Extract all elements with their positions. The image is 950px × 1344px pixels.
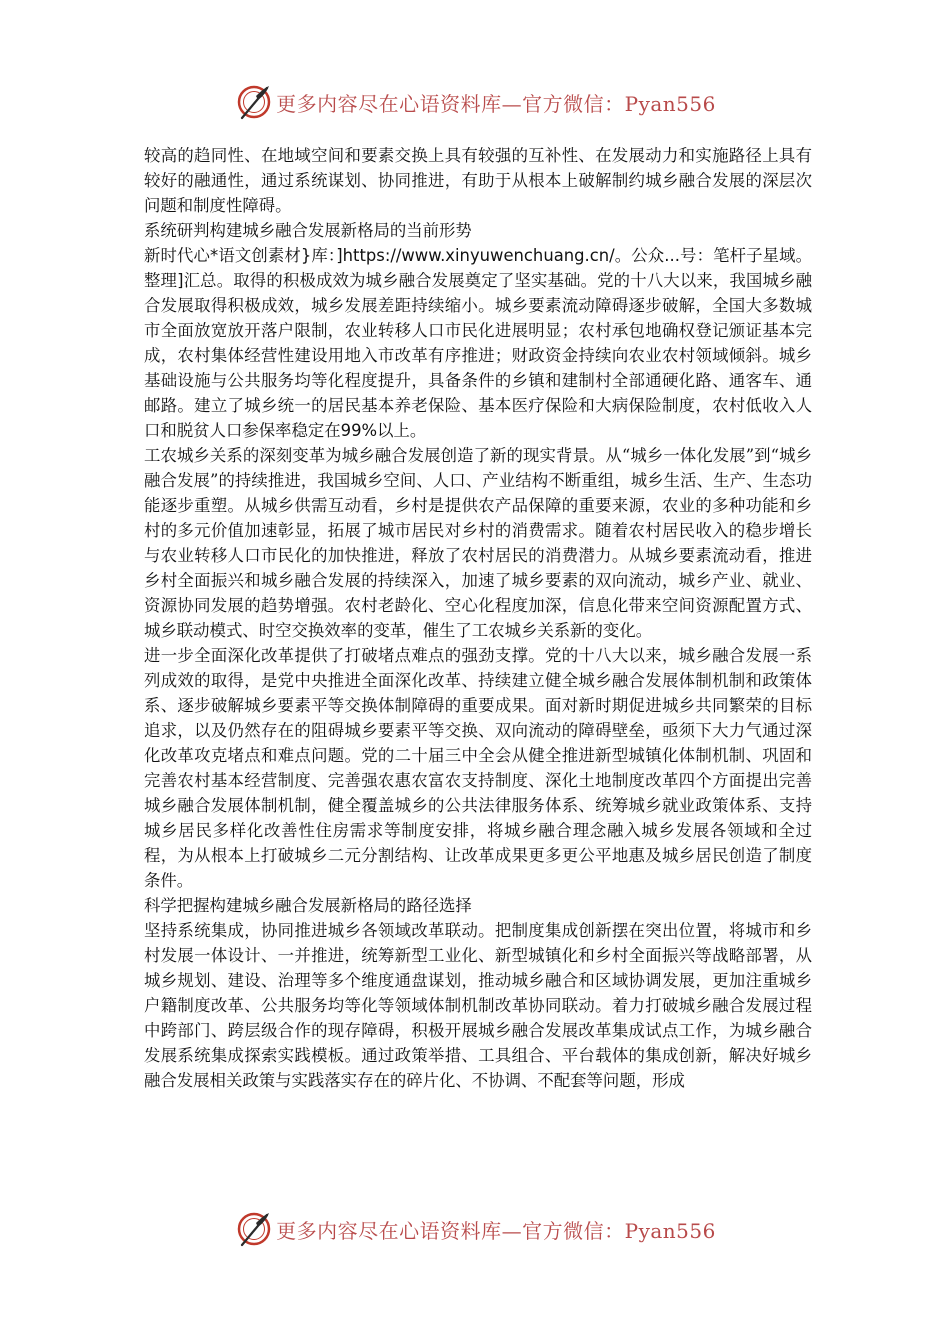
paragraph-3: 工农城乡关系的深刻变革为城乡融合发展创造了新的现实背景。从“城乡一体化发展”到“城乡融合发展”的持续推进，我国城乡空间、人口、产业结构不断重组，城乡生活、生产、生态功能逐步重塑。从城乡供需互动看，乡村是提供农产品保障的重要来源，农业的多种功能和乡村的多元价值加速彰显，拓展了城市居民对乡村的消费需求。随着农村居民收入的稳步增长与农业转移人口市民化的加快推进，释放了农村居民的消费潜力。从城乡要素流动看，推进乡村全面振兴和城乡融合发展的持续深入，加速了城乡要素的双向流动，城乡产业、就业、资源协同发展的趋势增强。农村老龄化、空心化程度加深，信息化带来空间资源配置方式、城乡联动模式、时空交换效率的变革，催生了工农城乡关系新的变化。: [144, 446, 812, 640]
header-watermark-banner: [0, 80, 950, 124]
document-body: [144, 143, 812, 1093]
section-heading-path-selection: 科学把握构建城乡融合发展新格局的路径选择: [144, 896, 472, 915]
banner-text: 更多内容尽在心语资料库—官方微信：Pyan556: [276, 1218, 716, 1243]
paragraph-2: 新时代心*语文创素材}库：]https://www.xinyuwenchuang.cn/。公众...号：笔杆子星域。整理]汇总。取得的积极成效为城乡融合发展奠定了坚实基础。党的十八大以来，我国城乡融合发展取得积极成效，城乡发展差距持续缩小。城乡要素流动障碍逐步破解，全国大多数城市全面放宽放开落户限制，农业转移人口市民化进展明显；农村承包地确权登记颁证基本完成，农村集体经营性建设用地入市改革有序推进；财政资金持续向农业农村领域倾斜。城乡基础设施与公共服务均等化程度提升，具备条件的乡镇和建制村全部通硬化路、通客车、通邮路。建立了城乡统一的居民基本养老保险、基本医疗保险和大病保险制度，农村低收入人口和脱贫人口参保率稳定在99%以上。: [144, 246, 812, 440]
section-heading-current-situation: 系统研判构建城乡融合发展新格局的当前形势: [144, 221, 472, 240]
banner-text: 更多内容尽在心语资料库—官方微信：Pyan556: [276, 91, 716, 116]
paragraph-1: 较高的趋同性、在地域空间和要素交换上具有较强的互补性、在发展动力和实施路径上具有较好的融通性，通过系统谋划、协同推进，有助于从根本上破解制约城乡融合发展的深层次问题和制度性障碍。: [144, 146, 812, 215]
quill-seal-logo-icon: [234, 1209, 274, 1249]
footer-watermark-banner: [0, 1207, 950, 1251]
paragraph-5: 坚持系统集成，协同推进城乡各领域改革联动。把制度集成创新摆在突出位置，将城市和乡村发展一体设计、一并推进，统筹新型工业化、新型城镇化和乡村全面振兴等战略部署，从城乡规划、建设、治理等多个维度通盘谋划，推动城乡融合和区域协调发展，更加注重城乡户籍制度改革、公共服务均等化等领域体制机制改革协同联动。着力打破城乡融合发展过程中跨部门、跨层级合作的现存障碍，积极开展城乡融合发展改革集成试点工作，为城乡融合发展系统集成探索实践模板。通过政策举措、工具组合、平台载体的集成创新，解决好城乡融合发展相关政策与实践落实存在的碎片化、不协调、不配套等问题，形成: [144, 921, 812, 1090]
quill-seal-logo-icon: [234, 82, 274, 122]
paragraph-4: 进一步全面深化改革提供了打破堵点难点的强劲支撑。党的十八大以来，城乡融合发展一系列成效的取得，是党中央推进全面深化改革、持续建立健全城乡融合发展体制机制和政策体系、逐步破解城乡要素平等交换体制障碍的重要成果。面对新时期促进城乡共同繁荣的目标追求，以及仍然存在的阻碍城乡要素平等交换、双向流动的障碍壁垒，亟须下大力气通过深化改革攻克堵点和难点问题。党的二十届三中全会从健全推进新型城镇化体制机制、巩固和完善农村基本经营制度、完善强农惠农富农支持制度、深化土地制度改革四个方面提出完善城乡融合发展体制机制，健全覆盖城乡的公共法律服务体系、统筹城乡就业政策体系、支持城乡居民多样化改善性住房需求等制度安排，将城乡融合理念融入城乡发展各领域和全过程，为从根本上打破城乡二元分割结构、让改革成果更多更公平地惠及城乡居民创造了制度条件。: [144, 646, 812, 890]
